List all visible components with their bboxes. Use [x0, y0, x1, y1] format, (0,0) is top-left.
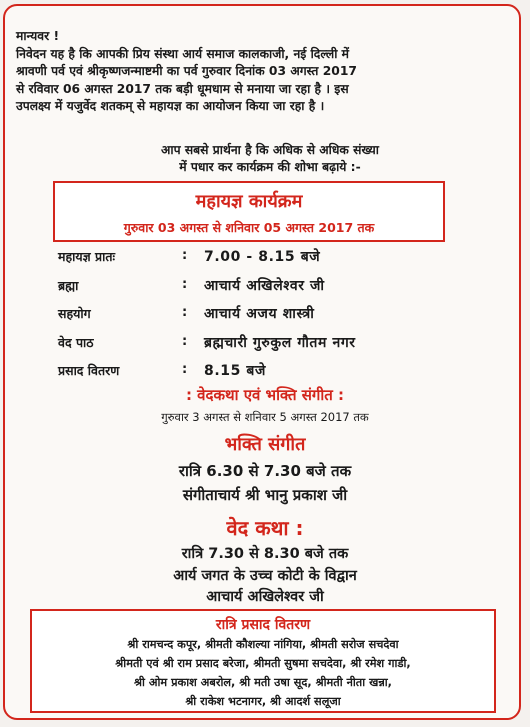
appeal-line: आप सबसे प्रार्थना है कि अधिक से अधिक संख्या: [161, 143, 379, 157]
schedule-label: प्रसाद वितरण: [58, 363, 120, 378]
prasad-sponsor-line: श्री रामचन्द कपूर, श्रीमती कौशल्या नांगिया, श्रीमती सरोज सचदेवा: [127, 638, 399, 651]
prasad-sponsor-line: श्री राकेश भटनागर, श्री आदर्श सलूजा: [185, 695, 341, 708]
prasad-distribution-box: [30, 609, 496, 713]
appeal-block: [70, 142, 470, 176]
vedkatha-scholar-name: आचार्य अखिलेश्वर जी: [206, 589, 324, 605]
schedule-table: [58, 245, 478, 388]
bhakti-artist: संगीताचार्य श्री भानु प्रकाश जी: [182, 486, 348, 504]
schedule-value: ब्रह्मचारी गुरुकुल गौतम नगर: [204, 334, 356, 351]
program-title: महायज्ञ कार्यक्रम: [195, 191, 303, 212]
schedule-label: ब्रह्मा: [58, 277, 79, 293]
schedule-colon: :: [182, 305, 188, 320]
schedule-row: [58, 274, 478, 303]
program-dates: गुरुवार 03 अगस्त से शनिवार 05 अगस्त 2017 तक: [123, 220, 375, 235]
schedule-row: [58, 331, 478, 360]
schedule-row: [58, 245, 478, 274]
schedule-value: आचार्य अखिलेश्वर जी: [204, 277, 325, 294]
bhakti-title: भक्ति संगीत: [224, 434, 306, 455]
schedule-label: सहयोग: [58, 306, 91, 321]
vedkatha-dates: गुरुवार 3 अगस्त से शनिवार 5 अगस्त 2017 तक: [161, 410, 369, 424]
schedule-value: 7.00 - 8.15 बजे: [204, 249, 321, 265]
intro-line: उपलक्ष्य में यजुर्वेद शतकम् से महायज्ञ का आयोजन किया जा रहा है ।: [16, 99, 325, 113]
program-header-box: [53, 181, 445, 242]
schedule-value: आचार्य अजय शास्त्री: [204, 306, 315, 322]
prasad-sponsor-line: श्रीमती एवं श्री राम प्रसाद बरेजा, श्रीमती सुषमा सचदेवा, श्री रमेश गाडी,: [115, 657, 411, 670]
prasad-sponsor-line: श्री ओम प्रकाश अबरोल, श्री मती उषा सूद, श्रीमती नीता खन्ना,: [134, 676, 392, 689]
bhakti-time: रात्रि 6.30 से 7.30 बजे तक: [178, 462, 352, 480]
schedule-colon: :: [182, 362, 188, 377]
schedule-colon: :: [182, 333, 188, 349]
intro-line: निवेदन यह है कि आपकी प्रिय संस्था आर्य समाज कालकाजी, नई दिल्ली में: [16, 46, 350, 61]
intro-block: [16, 28, 506, 116]
vedkatha-time: रात्रि 7.30 से 8.30 बजे तक: [181, 546, 349, 562]
schedule-label: वेद पाठ: [58, 334, 94, 350]
intro-line: से रविवार 06 अगस्त 2017 तक बड़ी धूमधाम से मनाया जा रहा है । इस: [16, 81, 349, 96]
schedule-row: [58, 359, 478, 388]
salutation: मान्यवर !: [16, 29, 60, 43]
schedule-colon: :: [182, 248, 188, 263]
vedkatha-scholar-line: आर्य जगत के उच्च कोटी के विद्वान: [173, 568, 357, 584]
schedule-row: [58, 302, 478, 331]
prasad-title: रात्रि प्रसाद वितरण: [215, 617, 311, 633]
schedule-label: महायज्ञ प्रातः: [58, 249, 115, 264]
vedkatha-heading: : वेदकथा एवं भक्ति संगीत :: [185, 386, 345, 404]
schedule-value: 8.15 बजे: [204, 363, 266, 379]
vedkatha-title: वेद कथा :: [226, 516, 304, 540]
intro-line: श्रावणी पर्व एवं श्रीकृष्णजन्माष्टमी का पर्व गुरुवार दिनांक 03 अगस्त 2017: [16, 64, 357, 78]
appeal-line: में पधार कर कार्यक्रम की शोभा बढ़ाये :-: [179, 160, 361, 174]
schedule-colon: :: [182, 276, 188, 292]
